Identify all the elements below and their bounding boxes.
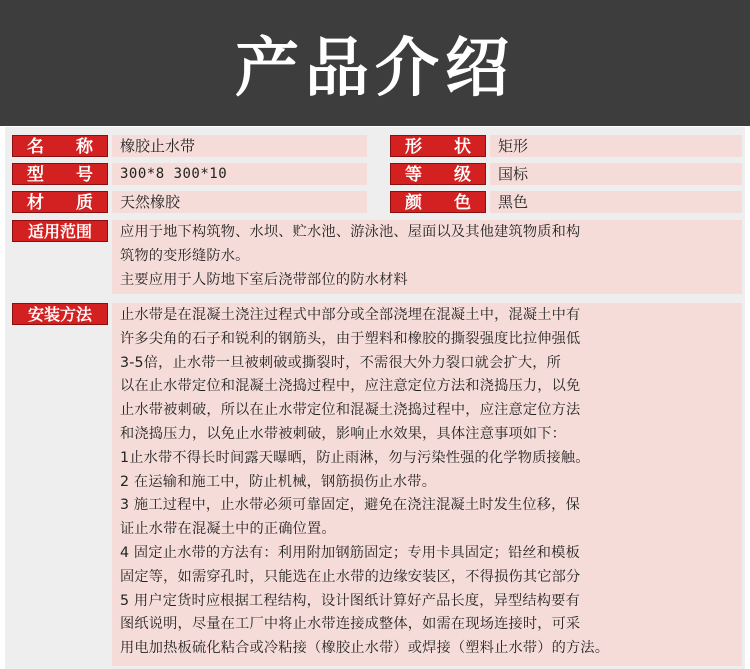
spec-value-material: 天然橡胶 xyxy=(112,191,367,213)
install-line: 证止水带在混凝土中的正确位置。 xyxy=(120,521,336,538)
install-line: 止水带被刺破，所以在止水带定位和混凝土浇捣过程中，应注意定位方法 xyxy=(120,402,581,419)
install-body xyxy=(112,303,742,666)
spec-label-grade: 等 级 xyxy=(390,163,486,185)
content-panel xyxy=(5,127,745,669)
spec-value-name: 橡胶止水带 xyxy=(112,135,367,157)
install-line: 许多尖角的石子和锐利的钢筋头，由于塑料和橡胶的撕裂强度比拉伸强低 xyxy=(120,330,581,347)
install-line: 5 用户定货时应根据工程结构，设计图纸计算好产品长度，异型结构要有 xyxy=(120,592,580,609)
scope-label: 适用范围 xyxy=(12,220,108,242)
page-title: 产品介绍 xyxy=(235,32,515,106)
install-line: 止水带是在混凝土浇注过程式中部分或全部浇埋在混凝土中，混凝土中有 xyxy=(120,307,581,323)
install-line: 3 施工过程中，止水带必须可靠固定，避免在浇注混凝土时发生位移，保 xyxy=(120,497,580,514)
spec-value-grade: 国标 xyxy=(490,163,742,185)
install-line: 3-5倍，止水带一旦被刺破或撕裂时，不需很大外力裂口就会扩大，所 xyxy=(120,354,562,371)
spec-label-shape: 形 状 xyxy=(390,135,486,157)
install-line: 固定等，如需穿孔时，只能选在止水带的边缘安装区，不得损伤其它部分 xyxy=(120,568,581,585)
install-line: 1止水带不得长时间露天曝晒，防止雨淋，勿与污染性强的化学物质接触。 xyxy=(120,449,590,466)
install-line: 4 固定止水带的方法有：利用附加钢筋固定；专用卡具固定；铅丝和模板 xyxy=(120,544,580,561)
spec-label-model: 型 号 xyxy=(12,163,108,185)
scope-line: 主要应用于人防地下室后浇带部位的防水材料 xyxy=(120,271,408,288)
spec-value-shape: 矩形 xyxy=(490,135,742,157)
install-line: 2 在运输和施工中，防止机械，钢筋损伤止水带。 xyxy=(120,473,437,490)
install-line: 以在止水带定位和混凝土浇捣过程中，应注意定位方法和浇捣压力，以免 xyxy=(120,378,581,395)
spec-value-color: 黑色 xyxy=(490,191,742,213)
page-header xyxy=(0,0,750,126)
spec-label-name: 名 称 xyxy=(12,135,108,157)
install-label: 安装方法 xyxy=(12,303,108,325)
scope-body xyxy=(112,220,742,294)
install-line: 图纸说明，尽量在工厂中将止水带连接成整体，如需在现场连接时，可采 xyxy=(120,616,581,633)
spec-value-model: 300*8 300*10 xyxy=(112,163,367,185)
scope-line: 筑物的变形缝防水。 xyxy=(120,247,250,264)
install-line: 和浇捣压力，以免止水带被刺破，影响止水效果，具体注意事项如下： xyxy=(120,425,567,442)
spec-label-material: 材 质 xyxy=(12,191,108,213)
scope-line: 应用于地下构筑物、水坝、贮水池、游泳池、屋面以及其他建筑物质和构 xyxy=(120,224,581,240)
install-line: 用电加热板硫化粘合或冷粘接（橡胶止水带）或焊接（塑料止水带）的方法。 xyxy=(120,640,610,657)
spec-label-color: 颜 色 xyxy=(390,191,486,213)
